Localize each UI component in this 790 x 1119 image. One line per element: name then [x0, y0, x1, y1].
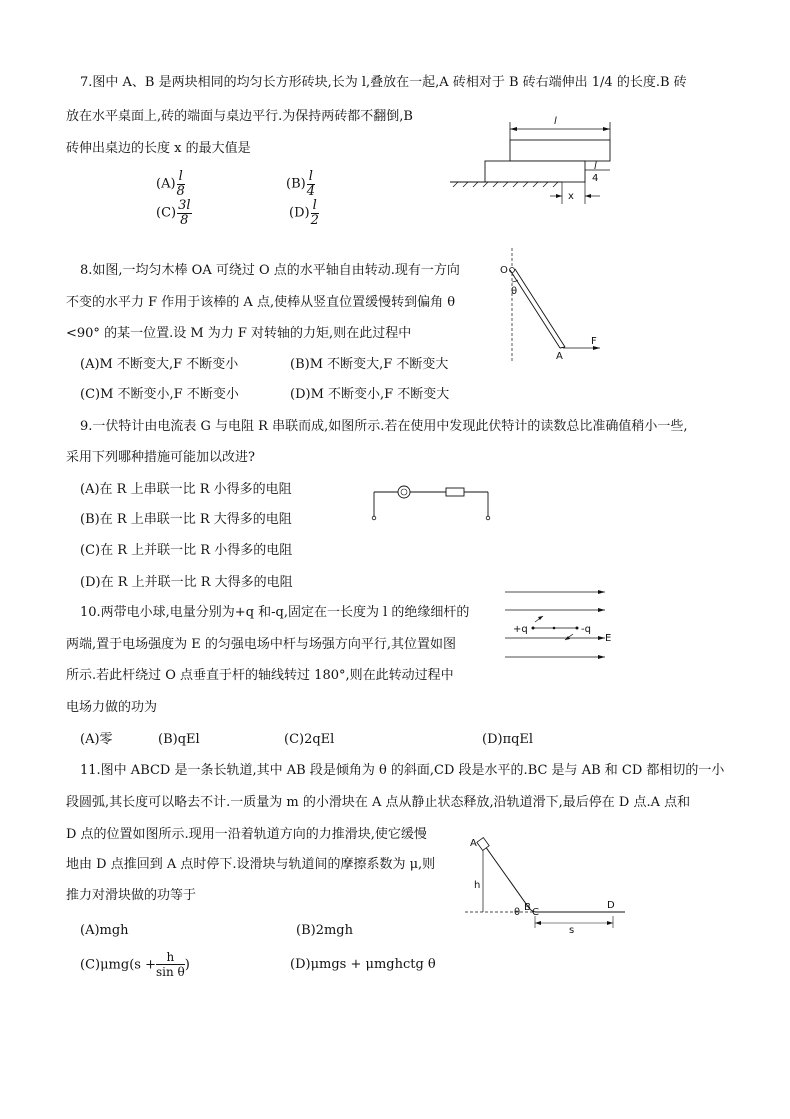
q8-line1: 8.如图,一均匀木棒 OA 可绕过 O 点的水平轴自由转动.现有一方向 — [80, 263, 460, 278]
q8-line2: 不变的水平力 F 作用于该棒的 A 点,使棒从竖直位置缓慢转到偏角 θ — [66, 295, 456, 310]
q8-fig-label-a: A — [556, 351, 563, 362]
q7-option-c: (C) $\frac{3l}{8}$ — [156, 198, 191, 228]
q11-fig-label-h: h — [474, 880, 481, 891]
q8-option-d: (D)M 不断变小,F 不断变大 — [290, 387, 450, 402]
q10-line3: 所示.若此杆绕过 O 点垂直于杆的轴线转过 180°,则在此转动过程中 — [66, 668, 454, 683]
q11-option-c: (C)μmg(s + $\frac{h}{\text{sin θ}}$ ) — [80, 950, 190, 980]
q11-fig-label-a: A — [470, 838, 477, 849]
q11-fig-label-theta: θ — [514, 907, 521, 918]
q7-fig-frac-num: l — [594, 161, 597, 172]
q10-fig-label-plus-q: +q — [513, 624, 528, 635]
q10-line1: 10.两带电小球,电量分别为+q 和-q,固定在一长度为 l 的绝缘细杆的 — [80, 605, 470, 620]
q9-option-d: (D)在 R 上并联一比 R 大得多的电阻 — [80, 575, 293, 590]
q10-line2: 两端,置于电场强度为 E 的匀强电场中杆与场强方向平行,其位置如图 — [66, 637, 457, 652]
q10-option-a: (A)零 — [80, 732, 113, 747]
q8-fig-label-theta: θ — [511, 286, 518, 297]
q11-fig-label-d: D — [607, 900, 615, 911]
q11-line1: 11.图中 ABCD 是一条长轨道,其中 AB 段是倾角为 θ 的斜面,CD 段是水平的.BC 是与 AB 和 CD 都相切的一小 — [80, 763, 725, 778]
q7-line1: 7.图中 A、B 是两块相同的均匀长方形砖块,长为 l,叠放在一起,A 砖相对于 B 砖右端伸出 1/4 的长度.B 砖 — [80, 75, 687, 90]
q10-option-c: (C)2qEl — [284, 732, 335, 747]
q9-option-b: (B)在 R 上串联一比 R 大得多的电阻 — [80, 512, 292, 527]
q10-fig-label-e: E — [605, 633, 612, 644]
q9-line2: 采用下列哪种措施可能加以改进? — [66, 450, 255, 465]
q11-line3: D 点的位置如图所示.现用一沿着轨道方向的力推滑块,使它缓慢 — [66, 827, 427, 842]
q11-fig-label-s: s — [569, 925, 575, 936]
galvanometer-icon — [398, 486, 410, 498]
q8-option-c: (C)M 不断变小,F 不断变小 — [80, 387, 239, 402]
q7-line3: 砖伸出桌边的长度 x 的最大值是 — [66, 141, 251, 156]
q7-option-b: (B) $\frac{l}{4}$ — [286, 169, 315, 199]
q11-option-b: (B)2mgh — [296, 923, 353, 938]
q11-line2: 段圆弧,其长度可以略去不计.一质量为 m 的小滑块在 A 点从静止状态释放,沿轨道滑下,最后停在 D 点.A 点和 — [66, 795, 691, 810]
q11-fig-label-b: B — [524, 902, 531, 913]
q7-line2: 放在水平桌面上,砖的端面与桌边平行.为保持两砖都不翻倒,B — [66, 109, 413, 124]
q8-rod-figure — [500, 248, 610, 363]
q9-option-c: (C)在 R 上并联一比 R 小得多的电阻 — [80, 543, 293, 558]
resistor-icon — [446, 488, 464, 496]
q11-line4: 地由 D 点推回到 A 点时停下.设滑块与轨道间的摩擦系数为 μ,则 — [66, 857, 436, 872]
q7-fig-label-x: x — [568, 191, 574, 202]
q10-option-b: (B)qEl — [158, 732, 200, 747]
q8-option-b: (B)M 不断变大,F 不断变大 — [290, 357, 449, 372]
q9-circuit-figure — [370, 484, 495, 524]
q7-fig-frac-den: 4 — [592, 173, 599, 184]
q7-option-d: (D) $\frac{l}{2}$ — [289, 198, 319, 228]
q9-option-a: (A)在 R 上串联一比 R 小得多的电阻 — [80, 482, 292, 497]
q11-track-figure — [465, 836, 630, 936]
q7-brick-figure — [450, 112, 620, 207]
q8-fig-label-f: F — [591, 336, 597, 347]
q9-line1: 9.一伏特计由电流表 G 与电阻 R 串联而成,如图所示.若在使用中发现此伏特计的读数总比准确值稍小一些, — [80, 419, 688, 434]
q11-option-d: (D)μmgs + μmghctg θ — [290, 957, 436, 972]
q8-option-a: (A)M 不断变大,F 不断变小 — [80, 357, 239, 372]
q10-fig-label-minus-q: -q — [581, 624, 591, 635]
q11-option-a: (A)mgh — [80, 923, 129, 938]
q11-line5: 推力对滑块做的功等于 — [66, 888, 197, 903]
q7-option-a: (A) $\frac{l}{8}$ — [156, 169, 185, 199]
q7-fig-label-l: l — [554, 116, 557, 127]
q10-option-d: (D)πqEl — [482, 732, 534, 747]
q8-fig-label-o: O — [500, 265, 508, 276]
q10-line4: 电场力做的功为 — [66, 700, 158, 715]
q8-line3: <90° 的某一位置.设 M 为力 F 对转轴的力矩,则在此过程中 — [66, 326, 412, 341]
q10-field-figure — [505, 586, 620, 666]
q11-fig-label-c: C — [532, 907, 539, 918]
